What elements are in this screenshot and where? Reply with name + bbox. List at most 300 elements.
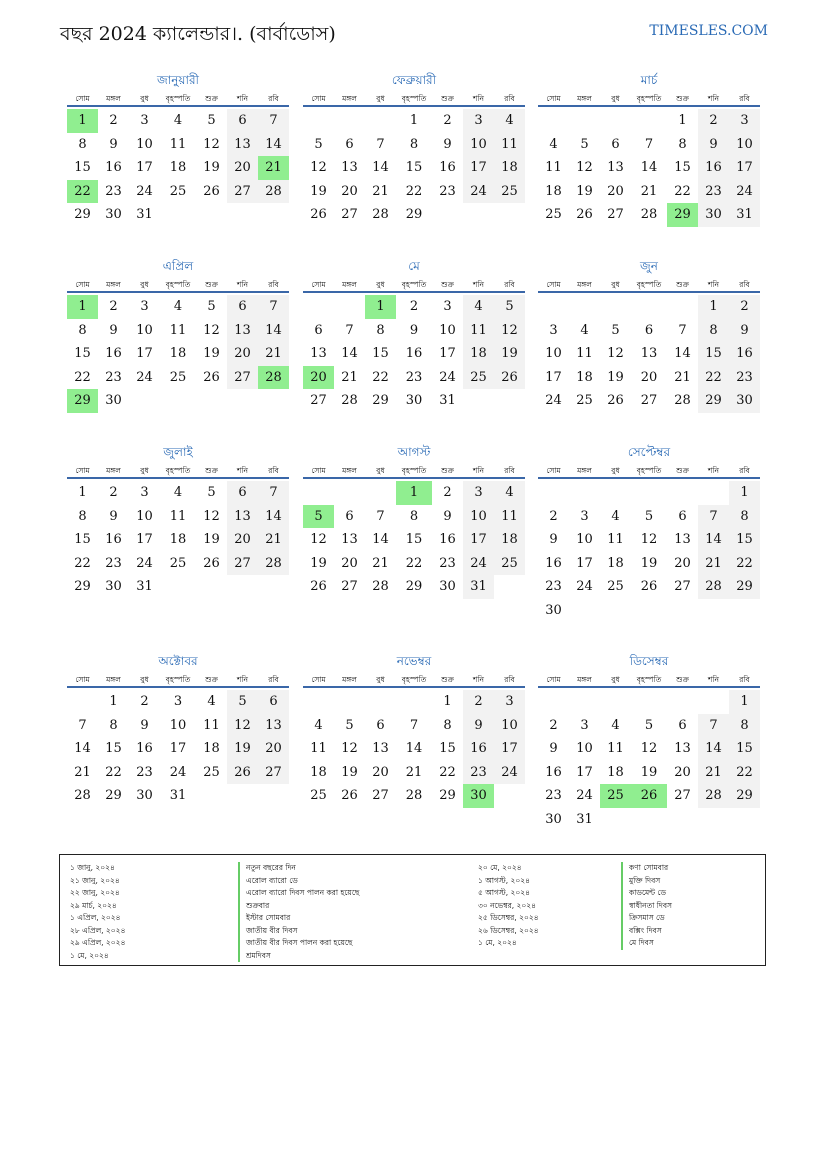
day-cell[interactable]: 24	[729, 180, 760, 204]
day-cell[interactable]: 29	[729, 575, 760, 599]
day-cell[interactable]: 31	[169, 788, 187, 803]
day-cell[interactable]: 20	[227, 342, 258, 366]
day-cell[interactable]: 20	[227, 156, 258, 180]
day-cell[interactable]: 11	[576, 346, 593, 361]
day-cell[interactable]: 31	[136, 207, 153, 222]
day-cell[interactable]: 29	[729, 784, 760, 808]
day-cell[interactable]: 25	[494, 552, 525, 576]
day-cell[interactable]: 26	[640, 579, 658, 594]
day-cell[interactable]: 19	[310, 555, 327, 571]
day-cell[interactable]: 30	[463, 784, 494, 808]
day-cell[interactable]: 13	[341, 532, 358, 547]
day-cell[interactable]: 2	[409, 299, 419, 314]
day-cell[interactable]: 22	[67, 180, 98, 204]
day-cell[interactable]: 27	[607, 207, 624, 222]
day-cell[interactable]: 12	[310, 532, 327, 547]
day-cell[interactable]: 28	[372, 579, 389, 594]
day-cell[interactable]: 23	[545, 788, 562, 803]
day-cell[interactable]: 12	[227, 714, 258, 738]
day-cell[interactable]: 19	[576, 183, 593, 199]
day-cell[interactable]: 29	[67, 389, 98, 413]
day-cell[interactable]: 25	[545, 207, 562, 222]
day-cell[interactable]: 28	[698, 784, 729, 808]
day-cell[interactable]: 28	[258, 552, 289, 576]
day-cell[interactable]: 3	[140, 485, 149, 500]
day-cell[interactable]: 6	[678, 717, 687, 733]
day-cell[interactable]: 22	[405, 183, 423, 199]
day-cell[interactable]: 19	[203, 160, 220, 175]
day-cell[interactable]: 3	[549, 322, 558, 338]
day-cell[interactable]: 14	[698, 528, 729, 552]
day-cell[interactable]: 8	[78, 508, 87, 524]
day-cell[interactable]: 23	[105, 555, 122, 571]
day-cell[interactable]: 28	[74, 788, 91, 803]
day-cell[interactable]: 28	[372, 207, 389, 222]
day-cell[interactable]: 9	[109, 136, 118, 152]
day-cell[interactable]: 26	[310, 579, 327, 594]
day-cell[interactable]: 16	[136, 741, 153, 756]
day-cell[interactable]: 25	[463, 366, 494, 390]
day-cell[interactable]: 12	[576, 160, 593, 175]
day-cell[interactable]: 18	[607, 764, 624, 780]
day-cell[interactable]: 28	[258, 366, 289, 390]
day-cell[interactable]: 12	[494, 319, 525, 343]
day-cell[interactable]: 31	[729, 203, 760, 227]
day-cell[interactable]: 4	[580, 322, 589, 338]
day-cell[interactable]: 2	[549, 717, 558, 733]
day-cell[interactable]: 11	[494, 133, 525, 157]
day-cell[interactable]: 24	[463, 180, 494, 204]
day-cell[interactable]: 13	[258, 714, 289, 738]
day-cell[interactable]: 11	[463, 319, 494, 343]
day-cell[interactable]: 10	[169, 717, 187, 733]
day-cell[interactable]: 12	[640, 741, 658, 756]
day-cell[interactable]: 9	[698, 133, 729, 157]
day-cell[interactable]: 29	[105, 788, 122, 803]
day-cell[interactable]: 21	[640, 183, 658, 199]
day-cell[interactable]: 9	[549, 741, 558, 756]
day-cell[interactable]: 22	[74, 369, 91, 385]
day-cell[interactable]: 23	[105, 369, 122, 385]
day-cell[interactable]: 20	[341, 183, 358, 199]
day-cell[interactable]: 10	[136, 322, 153, 338]
day-cell[interactable]: 21	[674, 369, 691, 385]
day-cell[interactable]: 18	[203, 741, 220, 756]
day-cell[interactable]: 21	[258, 342, 289, 366]
day-cell[interactable]: 19	[494, 342, 525, 366]
day-cell[interactable]: 27	[674, 788, 691, 803]
day-cell[interactable]: 5	[207, 299, 216, 314]
day-cell[interactable]: 30	[545, 811, 562, 827]
day-cell[interactable]: 23	[729, 366, 760, 390]
day-cell[interactable]: 7	[78, 717, 87, 733]
day-cell[interactable]: 10	[494, 714, 525, 738]
day-cell[interactable]: 6	[227, 295, 258, 319]
day-cell[interactable]: 12	[203, 322, 220, 338]
day-cell[interactable]: 5	[345, 717, 354, 733]
day-cell[interactable]: 9	[140, 717, 149, 733]
day-cell[interactable]: 30	[698, 203, 729, 227]
day-cell[interactable]: 1	[443, 694, 452, 709]
day-cell[interactable]: 4	[549, 136, 558, 152]
day-cell[interactable]: 14	[405, 741, 423, 756]
day-cell[interactable]: 6	[611, 136, 620, 152]
day-cell[interactable]: 4	[494, 109, 525, 133]
day-cell[interactable]: 20	[341, 555, 358, 571]
day-cell[interactable]: 15	[74, 346, 91, 361]
day-cell[interactable]: 17	[136, 532, 153, 547]
day-cell[interactable]: 9	[109, 508, 118, 524]
day-cell[interactable]: 19	[227, 737, 258, 761]
day-cell[interactable]: 12	[341, 741, 358, 756]
day-cell[interactable]: 25	[600, 784, 631, 808]
day-cell[interactable]: 27	[258, 761, 289, 785]
day-cell[interactable]: 29	[372, 393, 389, 408]
day-cell[interactable]: 29	[667, 203, 698, 227]
day-cell[interactable]: 24	[136, 555, 153, 571]
day-cell[interactable]: 22	[74, 555, 91, 571]
day-cell[interactable]: 23	[439, 183, 456, 199]
day-cell[interactable]: 16	[545, 764, 562, 780]
day-cell[interactable]: 27	[341, 207, 358, 222]
day-cell[interactable]: 14	[698, 737, 729, 761]
day-cell[interactable]: 19	[607, 369, 624, 385]
day-cell[interactable]: 13	[674, 532, 691, 547]
day-cell[interactable]: 25	[494, 180, 525, 204]
day-cell[interactable]: 12	[640, 532, 658, 547]
day-cell[interactable]: 21	[698, 552, 729, 576]
day-cell[interactable]: 7	[376, 508, 385, 524]
day-cell[interactable]: 8	[409, 136, 419, 152]
day-cell[interactable]: 13	[640, 346, 658, 361]
day-cell[interactable]: 3	[463, 481, 494, 505]
day-cell[interactable]: 31	[439, 393, 456, 408]
day-cell[interactable]: 15	[405, 532, 423, 547]
day-cell[interactable]: 8	[729, 505, 760, 529]
day-cell[interactable]: 25	[607, 579, 624, 594]
day-cell[interactable]: 21	[698, 761, 729, 785]
day-cell[interactable]: 29	[405, 579, 423, 594]
day-cell[interactable]: 18	[607, 555, 624, 571]
day-cell[interactable]: 18	[310, 764, 327, 780]
day-cell[interactable]: 4	[463, 295, 494, 319]
day-cell[interactable]: 3	[580, 717, 589, 733]
day-cell[interactable]: 17	[439, 346, 456, 361]
day-cell[interactable]: 28	[674, 393, 691, 408]
day-cell[interactable]: 22	[372, 369, 389, 385]
day-cell[interactable]: 2	[109, 299, 118, 314]
day-cell[interactable]: 5	[580, 136, 589, 152]
day-cell[interactable]: 29	[405, 207, 423, 222]
day-cell[interactable]: 8	[78, 322, 87, 338]
day-cell[interactable]: 10	[576, 741, 593, 756]
day-cell[interactable]: 22	[729, 761, 760, 785]
day-cell[interactable]: 1	[78, 485, 87, 500]
day-cell[interactable]: 21	[258, 156, 289, 180]
day-cell[interactable]: 5	[303, 505, 334, 529]
day-cell[interactable]: 13	[341, 160, 358, 175]
day-cell[interactable]: 30	[729, 389, 760, 413]
day-cell[interactable]: 15	[674, 160, 691, 175]
day-cell[interactable]: 13	[227, 505, 258, 529]
day-cell[interactable]: 10	[545, 346, 562, 361]
day-cell[interactable]: 18	[169, 532, 187, 547]
day-cell[interactable]: 17	[576, 555, 593, 571]
day-cell[interactable]: 26	[227, 761, 258, 785]
day-cell[interactable]: 18	[545, 183, 562, 199]
day-cell[interactable]: 17	[545, 369, 562, 385]
day-cell[interactable]: 19	[310, 183, 327, 199]
day-cell[interactable]: 6	[258, 690, 289, 714]
day-cell[interactable]: 31	[463, 575, 494, 599]
day-cell[interactable]: 25	[203, 764, 220, 780]
day-cell[interactable]: 7	[258, 295, 289, 319]
day-cell[interactable]: 14	[372, 160, 389, 175]
day-cell[interactable]: 5	[644, 508, 654, 524]
day-cell[interactable]: 8	[109, 717, 118, 733]
day-cell[interactable]: 16	[439, 532, 456, 547]
day-cell[interactable]: 2	[140, 694, 149, 709]
day-cell[interactable]: 5	[207, 485, 216, 500]
day-cell[interactable]: 18	[169, 346, 187, 361]
day-cell[interactable]: 3	[729, 109, 760, 133]
day-cell[interactable]: 4	[173, 113, 183, 128]
day-cell[interactable]: 28	[698, 575, 729, 599]
day-cell[interactable]: 3	[463, 109, 494, 133]
day-cell[interactable]: 26	[203, 183, 220, 199]
day-cell[interactable]: 17	[463, 528, 494, 552]
day-cell[interactable]: 3	[173, 694, 183, 709]
day-cell[interactable]: 22	[674, 183, 691, 199]
day-cell[interactable]: 30	[405, 393, 423, 408]
day-cell[interactable]: 23	[463, 761, 494, 785]
day-cell[interactable]: 19	[341, 764, 358, 780]
day-cell[interactable]: 18	[576, 369, 593, 385]
day-cell[interactable]: 9	[549, 532, 558, 547]
day-cell[interactable]: 26	[607, 393, 624, 408]
day-cell[interactable]: 6	[376, 717, 385, 733]
day-cell[interactable]: 22	[729, 552, 760, 576]
day-cell[interactable]: 26	[203, 369, 220, 385]
day-cell[interactable]: 2	[443, 113, 452, 128]
day-cell[interactable]: 4	[494, 481, 525, 505]
day-cell[interactable]: 16	[105, 346, 122, 361]
day-cell[interactable]: 22	[405, 555, 423, 571]
day-cell[interactable]: 24	[136, 183, 153, 199]
day-cell[interactable]: 7	[345, 322, 354, 338]
day-cell[interactable]: 11	[169, 508, 187, 524]
day-cell[interactable]: 5	[494, 295, 525, 319]
day-cell[interactable]: 19	[640, 764, 658, 780]
day-cell[interactable]: 30	[136, 788, 153, 803]
day-cell[interactable]: 20	[372, 764, 389, 780]
day-cell[interactable]: 8	[729, 714, 760, 738]
day-cell[interactable]: 1	[396, 481, 432, 505]
day-cell[interactable]: 11	[169, 322, 187, 338]
day-cell[interactable]: 25	[169, 183, 187, 199]
day-cell[interactable]: 1	[729, 690, 760, 714]
day-cell[interactable]: 12	[607, 346, 624, 361]
day-cell[interactable]: 28	[640, 207, 658, 222]
day-cell[interactable]: 28	[258, 180, 289, 204]
day-cell[interactable]: 14	[341, 346, 358, 361]
day-cell[interactable]: 3	[494, 690, 525, 714]
day-cell[interactable]: 12	[203, 136, 220, 152]
day-cell[interactable]: 23	[439, 555, 456, 571]
day-cell[interactable]: 13	[607, 160, 624, 175]
day-cell[interactable]: 6	[345, 508, 354, 524]
day-cell[interactable]: 31	[136, 579, 153, 594]
day-cell[interactable]: 13	[227, 319, 258, 343]
day-cell[interactable]: 8	[409, 508, 419, 524]
day-cell[interactable]: 27	[227, 552, 258, 576]
day-cell[interactable]: 6	[227, 109, 258, 133]
day-cell[interactable]: 3	[443, 299, 452, 314]
day-cell[interactable]: 17	[136, 160, 153, 175]
day-cell[interactable]: 5	[227, 690, 258, 714]
day-cell[interactable]: 26	[576, 207, 593, 222]
day-cell[interactable]: 25	[169, 369, 187, 385]
day-cell[interactable]: 26	[203, 555, 220, 571]
day-cell[interactable]: 30	[105, 393, 122, 408]
day-cell[interactable]: 18	[494, 528, 525, 552]
day-cell[interactable]: 15	[105, 741, 122, 756]
day-cell[interactable]: 27	[674, 579, 691, 594]
day-cell[interactable]: 20	[303, 366, 334, 390]
day-cell[interactable]: 9	[443, 508, 452, 524]
day-cell[interactable]: 29	[439, 788, 456, 803]
day-cell[interactable]: 6	[644, 322, 654, 338]
day-cell[interactable]: 10	[463, 505, 494, 529]
day-cell[interactable]: 20	[640, 369, 658, 385]
day-cell[interactable]: 4	[207, 694, 216, 709]
day-cell[interactable]: 27	[640, 393, 658, 408]
day-cell[interactable]: 4	[314, 717, 323, 733]
day-cell[interactable]: 6	[345, 136, 354, 152]
day-cell[interactable]: 17	[576, 764, 593, 780]
day-cell[interactable]: 20	[674, 764, 691, 780]
day-cell[interactable]: 19	[640, 555, 658, 571]
day-cell[interactable]: 24	[545, 393, 562, 408]
day-cell[interactable]: 21	[372, 555, 389, 571]
day-cell[interactable]: 16	[729, 342, 760, 366]
day-cell[interactable]: 30	[105, 207, 122, 222]
day-cell[interactable]: 1	[365, 295, 396, 319]
day-cell[interactable]: 8	[78, 136, 87, 152]
day-cell[interactable]: 1	[678, 113, 687, 128]
day-cell[interactable]: 26	[631, 784, 667, 808]
day-cell[interactable]: 9	[409, 322, 419, 338]
day-cell[interactable]: 19	[203, 532, 220, 547]
day-cell[interactable]: 23	[545, 579, 562, 594]
day-cell[interactable]: 14	[258, 133, 289, 157]
day-cell[interactable]: 13	[674, 741, 691, 756]
day-cell[interactable]: 1	[698, 295, 729, 319]
day-cell[interactable]: 11	[607, 741, 624, 756]
day-cell[interactable]: 7	[698, 714, 729, 738]
day-cell[interactable]: 17	[729, 156, 760, 180]
day-cell[interactable]: 6	[314, 322, 323, 338]
day-cell[interactable]: 10	[576, 532, 593, 547]
day-cell[interactable]: 30	[105, 579, 122, 594]
day-cell[interactable]: 29	[698, 389, 729, 413]
day-cell[interactable]: 15	[74, 532, 91, 547]
day-cell[interactable]: 20	[258, 737, 289, 761]
day-cell[interactable]: 9	[109, 322, 118, 338]
day-cell[interactable]: 11	[545, 160, 562, 175]
day-cell[interactable]: 10	[463, 133, 494, 157]
day-cell[interactable]: 9	[463, 714, 494, 738]
day-cell[interactable]: 4	[611, 508, 620, 524]
day-cell[interactable]: 15	[372, 346, 389, 361]
day-cell[interactable]: 18	[169, 160, 187, 175]
day-cell[interactable]: 3	[140, 299, 149, 314]
day-cell[interactable]: 7	[678, 322, 687, 338]
day-cell[interactable]: 15	[729, 528, 760, 552]
day-cell[interactable]: 17	[136, 346, 153, 361]
day-cell[interactable]: 14	[74, 741, 91, 756]
day-cell[interactable]: 23	[405, 369, 423, 385]
day-cell[interactable]: 16	[439, 160, 456, 175]
day-cell[interactable]: 15	[729, 737, 760, 761]
day-cell[interactable]: 16	[698, 156, 729, 180]
day-cell[interactable]: 8	[698, 319, 729, 343]
day-cell[interactable]: 22	[439, 764, 456, 780]
day-cell[interactable]: 10	[136, 508, 153, 524]
day-cell[interactable]: 2	[109, 113, 118, 128]
day-cell[interactable]: 23	[136, 764, 153, 780]
day-cell[interactable]: 15	[698, 342, 729, 366]
day-cell[interactable]: 10	[729, 133, 760, 157]
day-cell[interactable]: 15	[405, 160, 423, 175]
day-cell[interactable]: 11	[169, 136, 187, 152]
day-cell[interactable]: 30	[545, 602, 562, 618]
day-cell[interactable]: 9	[443, 136, 452, 152]
day-cell[interactable]: 29	[74, 207, 91, 222]
day-cell[interactable]: 6	[678, 508, 687, 524]
day-cell[interactable]: 25	[576, 393, 593, 408]
day-cell[interactable]: 2	[443, 485, 452, 500]
day-cell[interactable]: 11	[494, 505, 525, 529]
day-cell[interactable]: 28	[405, 788, 423, 803]
day-cell[interactable]: 21	[74, 764, 91, 780]
day-cell[interactable]: 2	[729, 295, 760, 319]
day-cell[interactable]: 2	[698, 109, 729, 133]
day-cell[interactable]: 9	[729, 319, 760, 343]
day-cell[interactable]: 17	[494, 737, 525, 761]
day-cell[interactable]: 30	[439, 579, 456, 594]
day-cell[interactable]: 5	[207, 113, 216, 128]
day-cell[interactable]: 10	[439, 322, 456, 338]
day-cell[interactable]: 15	[439, 741, 456, 756]
day-cell[interactable]: 21	[341, 369, 358, 385]
day-cell[interactable]: 27	[372, 788, 389, 803]
day-cell[interactable]: 14	[258, 319, 289, 343]
day-cell[interactable]: 28	[341, 393, 358, 408]
day-cell[interactable]: 12	[203, 508, 220, 524]
day-cell[interactable]: 3	[580, 508, 589, 524]
day-cell[interactable]: 11	[607, 532, 624, 547]
day-cell[interactable]: 24	[463, 552, 494, 576]
day-cell[interactable]: 1	[67, 109, 98, 133]
day-cell[interactable]: 16	[545, 555, 562, 571]
day-cell[interactable]: 14	[258, 505, 289, 529]
day-cell[interactable]: 20	[607, 183, 624, 199]
day-cell[interactable]: 22	[105, 764, 122, 780]
day-cell[interactable]: 22	[698, 366, 729, 390]
day-cell[interactable]: 4	[611, 717, 620, 733]
day-cell[interactable]: 6	[227, 481, 258, 505]
